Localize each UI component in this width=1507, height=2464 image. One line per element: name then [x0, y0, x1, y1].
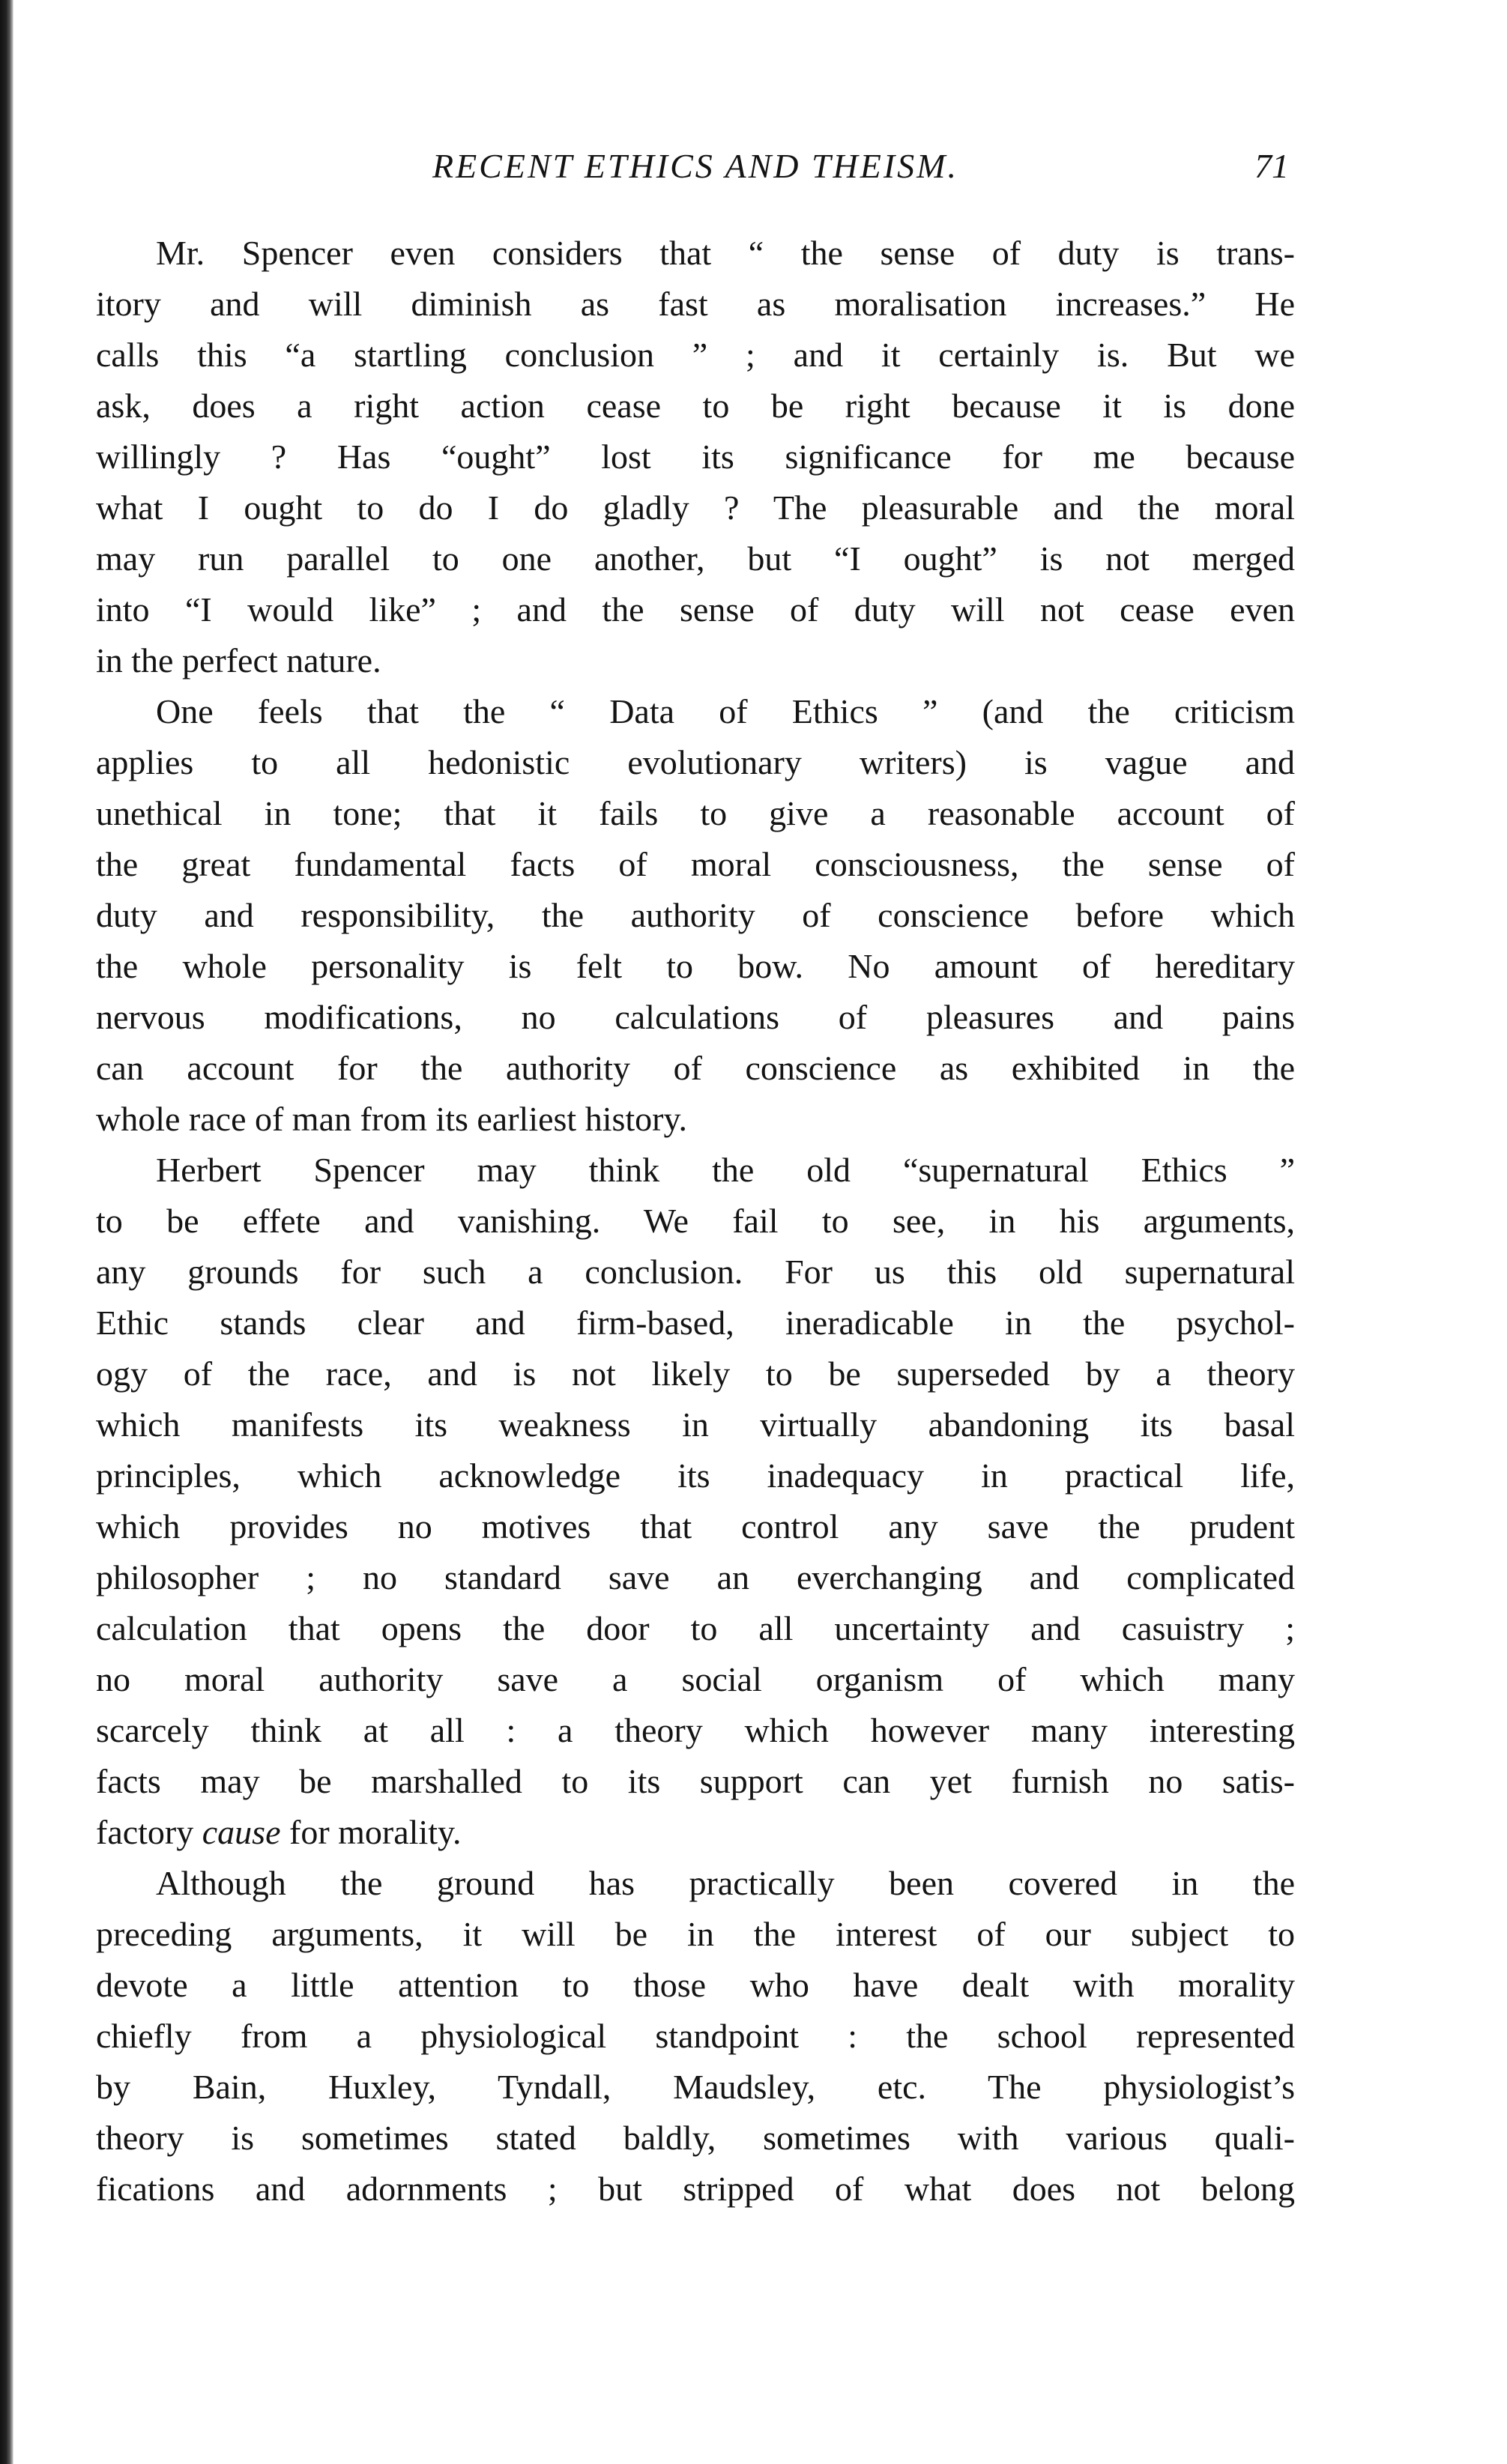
- paragraph-4: [96, 1858, 1295, 2215]
- running-title: RECENT ETHICS AND THEISM.: [432, 147, 959, 185]
- text-line: which provides no motives that control any save the prudent: [96, 1507, 1295, 1546]
- paragraph-1: [96, 228, 1295, 686]
- text-line: calls this “a startling conclusion ” ; and it certainly is. But we: [96, 336, 1295, 374]
- text-line: ask, does a right action cease to be right because it is done: [96, 387, 1295, 425]
- text-line: Ethic stands clear and firm-based, ineradicable in the psychol-: [96, 1304, 1295, 1342]
- paragraph-2: [96, 686, 1295, 1145]
- text-line-final: [96, 1807, 1295, 1858]
- text-line: Herbert Spencer may think the old “supernatural Ethics ”: [156, 1151, 1295, 1189]
- text-line: may run parallel to one another, but “I ought” is not merged: [96, 539, 1295, 578]
- text-line: Although the ground has practically been covered in the: [156, 1864, 1295, 1902]
- text-line: into “I would like” ; and the sense of duty will not cease even: [96, 590, 1295, 629]
- page-number: 71: [1254, 147, 1289, 185]
- text-line: any grounds for such a conclusion. For us this old supernatural: [96, 1253, 1295, 1291]
- text-line: itory and will diminish as fast as moralisation increases.” He: [96, 285, 1295, 323]
- text-line: can account for the authority of conscience as exhibited in the: [96, 1049, 1295, 1087]
- body-text: [96, 228, 1295, 2215]
- text-line: the great fundamental facts of moral consciousness, the sense of: [96, 845, 1295, 883]
- text-line: principles, which acknowledge its inadequacy in practical life,: [96, 1456, 1295, 1495]
- text-line: One feels that the “ Data of Ethics ” (and the criticism: [156, 692, 1295, 730]
- text-line: willingly ? Has “ought” lost its significance for me because: [96, 438, 1295, 476]
- text-line: devote a little attention to those who have dealt with morality: [96, 1966, 1295, 2004]
- page-binding-edge: [0, 0, 13, 2464]
- text-line: no moral authority save a social organism of which many: [96, 1660, 1295, 1698]
- text-line: nervous modifications, no calculations of pleasures and pains: [96, 998, 1295, 1036]
- running-head: [96, 144, 1295, 196]
- text-line: duty and responsibility, the authority of conscience before which: [96, 896, 1295, 934]
- text-line: in the perfect nature.: [96, 641, 381, 679]
- text-line: chiefly from a physiological standpoint : the school represented: [96, 2017, 1295, 2055]
- text-fragment: for morality.: [280, 1813, 462, 1851]
- emphasized-word: cause: [202, 1813, 281, 1851]
- text-line: whole race of man from its earliest history.: [96, 1100, 687, 1138]
- text-line: Mr. Spencer even considers that “ the sense of duty is trans-: [156, 234, 1295, 272]
- text-line: what I ought to do I do gladly ? The pleasurable and the moral: [96, 488, 1295, 527]
- text-line: which manifests its weakness in virtually abandoning its basal: [96, 1405, 1295, 1444]
- text-line: applies to all hedonistic evolutionary writers) is vague and: [96, 743, 1295, 781]
- text-line: fications and adornments ; but stripped of what does not belong: [96, 2170, 1295, 2208]
- text-line: facts may be marshalled to its support can yet furnish no satis-: [96, 1762, 1295, 1800]
- text-line: theory is sometimes stated baldly, sometimes with various quali-: [96, 2119, 1295, 2157]
- text-fragment: factory: [96, 1813, 202, 1851]
- text-line: ogy of the race, and is not likely to be superseded by a theory: [96, 1354, 1295, 1393]
- text-line: preceding arguments, it will be in the interest of our subject to: [96, 1915, 1295, 1953]
- text-line: calculation that opens the door to all uncertainty and casuistry ;: [96, 1609, 1295, 1647]
- text-line: the whole personality is felt to bow. No amount of hereditary: [96, 947, 1295, 985]
- paragraph-3: [96, 1145, 1295, 1858]
- text-line: to be effete and vanishing. We fail to see, in his arguments,: [96, 1202, 1295, 1240]
- text-line: philosopher ; no standard save an everchanging and complicated: [96, 1558, 1295, 1596]
- text-line: unethical in tone; that it fails to give a reasonable account of: [96, 794, 1295, 832]
- text-line: by Bain, Huxley, Tyndall, Maudsley, etc. The physiologist’s: [96, 2068, 1295, 2106]
- text-line: scarcely think at all : a theory which however many interesting: [96, 1711, 1295, 1749]
- book-page: [96, 0, 1295, 2464]
